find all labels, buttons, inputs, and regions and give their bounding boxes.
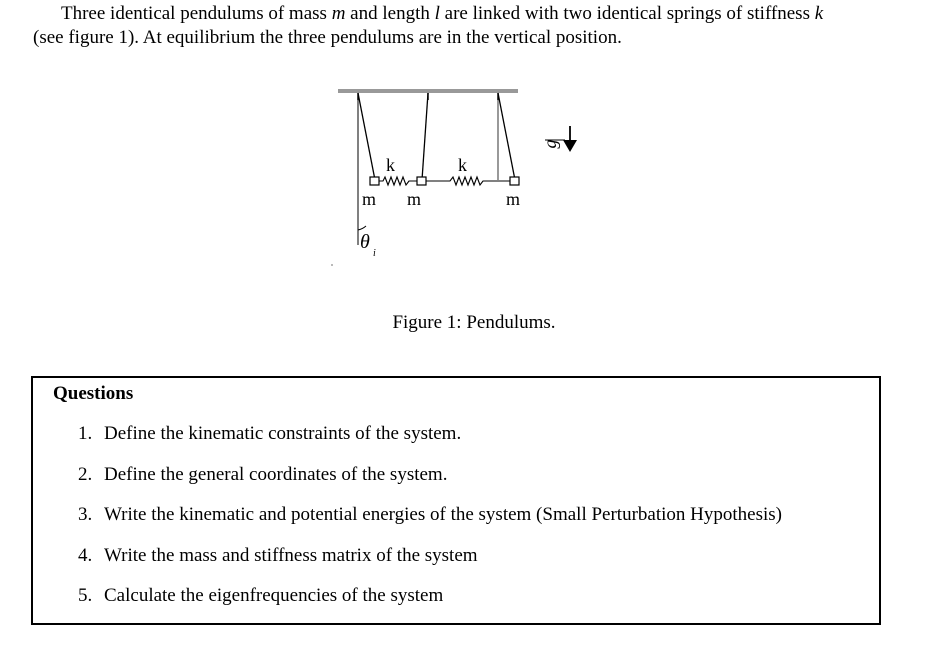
length-variable: l — [434, 3, 440, 24]
question-text: Calculate the eigenfrequencies of the system — [104, 585, 444, 606]
stiffness-variable: k — [814, 3, 824, 24]
mass-block-2 — [417, 177, 426, 185]
spring-label-1: k — [386, 155, 395, 175]
question-number: 1. — [78, 423, 93, 444]
mass-block-1 — [370, 177, 379, 185]
question-number: 2. — [78, 463, 93, 485]
question-text: Write the kinematic and potential energies of the system (Small Perturbation Hypothesis) — [104, 504, 782, 525]
question-text: Write the mass and stiffness matrix of the system — [104, 544, 478, 566]
question-item — [78, 503, 782, 544]
mass-label-1: m — [362, 189, 377, 209]
pendulum-figure — [320, 80, 590, 275]
question-item — [78, 584, 782, 625]
stray-mark — [331, 264, 333, 266]
spring-2 — [426, 177, 510, 185]
angle-subscript: i — [373, 248, 376, 259]
pendulum-rod-3 — [498, 93, 515, 180]
mass-variable: m — [331, 3, 346, 24]
angle-label: θ — [360, 231, 370, 253]
problem-statement — [33, 2, 913, 50]
intro-text: Three identical pendulums of mass — [61, 3, 332, 24]
questions-box — [31, 376, 881, 625]
mass-block-3 — [510, 177, 519, 185]
spring-label-2: k — [458, 155, 467, 175]
question-number: 3. — [78, 504, 93, 525]
questions-title: Questions — [53, 383, 134, 404]
question-number: 5. — [78, 585, 93, 606]
questions-list — [78, 422, 782, 625]
problem-line-1 — [33, 2, 913, 26]
problem-line-2: (see figure 1). At equilibrium the three pendulums are in the vertical position. — [33, 27, 622, 48]
pendulum-rod-1 — [358, 93, 375, 180]
intro-text: are linked with two identical springs of stiffness — [439, 3, 815, 24]
pendulum-diagram — [320, 80, 590, 275]
gravity-label: g — [540, 139, 560, 149]
question-text: Define the kinematic constraints of the system. — [104, 423, 462, 444]
question-item — [78, 463, 782, 504]
angle-arc — [358, 226, 366, 230]
question-text: Define the general coordinates of the system. — [104, 463, 448, 485]
question-item — [78, 422, 782, 463]
question-number: 4. — [78, 544, 93, 566]
mass-label-3: m — [506, 189, 521, 209]
ceiling-support — [338, 89, 518, 93]
mass-label-2: m — [407, 189, 422, 209]
pendulum-rod-2 — [422, 93, 428, 180]
question-item — [78, 544, 782, 585]
intro-text: and length — [345, 3, 435, 24]
spring-1 — [379, 177, 417, 185]
gravity-arrow-icon — [563, 126, 577, 152]
figure-caption: Figure 1: Pendulums. — [392, 312, 556, 333]
